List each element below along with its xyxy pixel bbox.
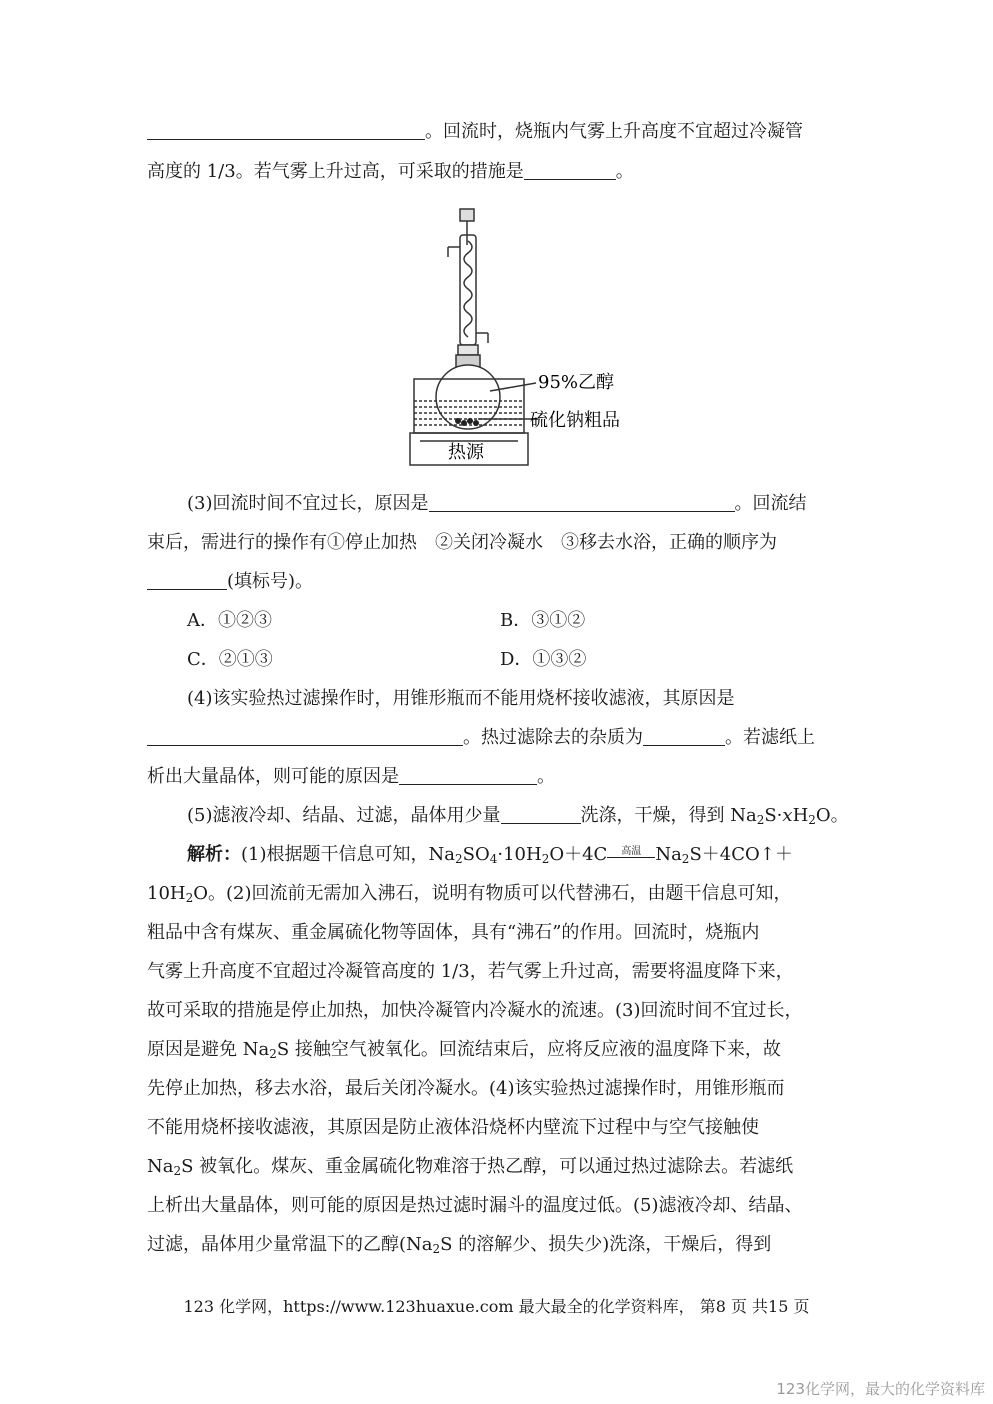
analysis-line: $10H_2O$。(2)回流前无需加入沸石，说明有物质可以代替沸石，由题干信息可知， — [147, 883, 792, 905]
option-a[interactable]: A．①②③ — [187, 610, 272, 631]
analysis-line: 气雾上升高度不宜超过冷凝管高度的 1/3，若气雾上升过高，需要将温度降下来， — [147, 961, 794, 982]
analysis-line: 粗品中含有煤灰、重金属硫化物等固体，具有“沸石”的作用。回流时，烧瓶内 — [147, 922, 760, 943]
answer-blank[interactable] — [501, 805, 581, 824]
question-line — [147, 531, 777, 555]
question-line — [147, 160, 634, 184]
answer-blank[interactable] — [429, 493, 735, 512]
question-text: (3)回流时间不宜过长，原因是 — [187, 493, 429, 514]
page-footer: 123 化学网，https://www.123huaxue.com 最大最全的化学资料库， 第8 页 共15 页 — [183, 1297, 810, 1316]
option-b[interactable]: B．③①② — [500, 610, 586, 631]
question-line — [187, 687, 735, 711]
answer-blank[interactable] — [147, 571, 227, 590]
question-text: (5)滤液冷却、结晶、过滤，晶体用少量 — [187, 805, 501, 826]
question-text: (4)该实验热过滤操作时，用锥形瓶而不能用烧杯接收滤液，其原因是 — [187, 688, 735, 709]
question-text: (填标号)。 — [227, 571, 314, 592]
question-line — [147, 570, 313, 594]
answer-blank[interactable] — [399, 766, 537, 785]
question-text: 。若滤纸上 — [725, 727, 815, 748]
question-line — [187, 492, 807, 516]
question-text: 。 — [615, 161, 634, 182]
question-text: 。回流时，烧瓶内气雾上升高度不宜超过冷凝管 — [425, 121, 803, 142]
option-c[interactable]: C．②①③ — [187, 649, 273, 670]
reflux-apparatus-diagram — [400, 205, 660, 467]
option-d[interactable]: D．①③② — [500, 649, 587, 670]
analysis-line: 先停止加热，移去水浴，最后关闭冷凝水。(4)该实验热过滤操作时，用锥形瓶而 — [147, 1078, 785, 1099]
question-line: (5)滤液冷却、结晶、过滤，晶体用少量 洗涤，干燥，得到 $Na_2S\cdot xH_2O$。 — [187, 805, 849, 827]
reaction-condition: 高温 — [607, 846, 655, 858]
answer-blank[interactable] — [147, 727, 463, 746]
analysis-line: 过滤，晶体用少量常温下的乙醇($Na_2S$ 的溶解少、损失少)洗涤，干燥后，得到 — [147, 1234, 772, 1256]
analysis-line: $Na_2S$ 被氧化。煤灰、重金属硫化物难溶于热乙醇，可以通过热过滤除去。若滤纸 — [147, 1156, 794, 1178]
heat-source-label: 热源 — [448, 442, 484, 463]
question-text: 洗涤，干燥，得到 Na — [580, 805, 757, 826]
answer-blank[interactable] — [524, 161, 616, 180]
question-line — [147, 765, 555, 789]
site-watermark: 123化学网，最大的化学资料库 — [776, 1380, 985, 1398]
question-text: 束后，需进行的操作有①停止加热 ②关闭冷凝水 ③移去水浴，正确的顺序为 — [147, 532, 777, 553]
question-text: 析出大量晶体，则可能的原因是 — [147, 766, 399, 787]
analysis-line: 解析：(1)根据题干信息可知，$Na_2SO_4\cdot 10H_2O+4C$ 高温 $Na_2S+4CO↑+$ — [187, 844, 793, 866]
answer-blank[interactable] — [147, 121, 425, 140]
analysis-label: 解析： — [187, 844, 241, 865]
question-line — [147, 120, 803, 144]
question-text: 。回流结 — [734, 493, 807, 514]
question-text: 。 — [537, 766, 555, 787]
question-text: 高度的 1/3。若气雾上升过高，可采取的措施是 — [147, 161, 524, 182]
crude-label: 硫化钠粗品 — [530, 410, 620, 431]
analysis-line: 故可采取的措施是停止加热，加快冷凝管内冷凝水的流速。(3)回流时间不宜过长， — [147, 1000, 803, 1021]
answer-blank[interactable] — [643, 727, 725, 746]
ethanol-label: 95%乙醇 — [538, 372, 615, 393]
question-line — [147, 726, 815, 750]
analysis-line: 不能用烧杯接收滤液，其原因是防止液体沿烧杯内壁流下过程中与空气接触使 — [147, 1117, 759, 1138]
analysis-line: 原因是避免 $Na_2S$ 接触空气被氧化。回流结束后，应将反应液的温度降下来，故 — [147, 1039, 781, 1061]
analysis-line: 上析出大量晶体，则可能的原因是热过滤时漏斗的温度过低。(5)滤液冷却、结晶、 — [147, 1195, 803, 1216]
question-text: 。热过滤除去的杂质为 — [463, 727, 643, 748]
